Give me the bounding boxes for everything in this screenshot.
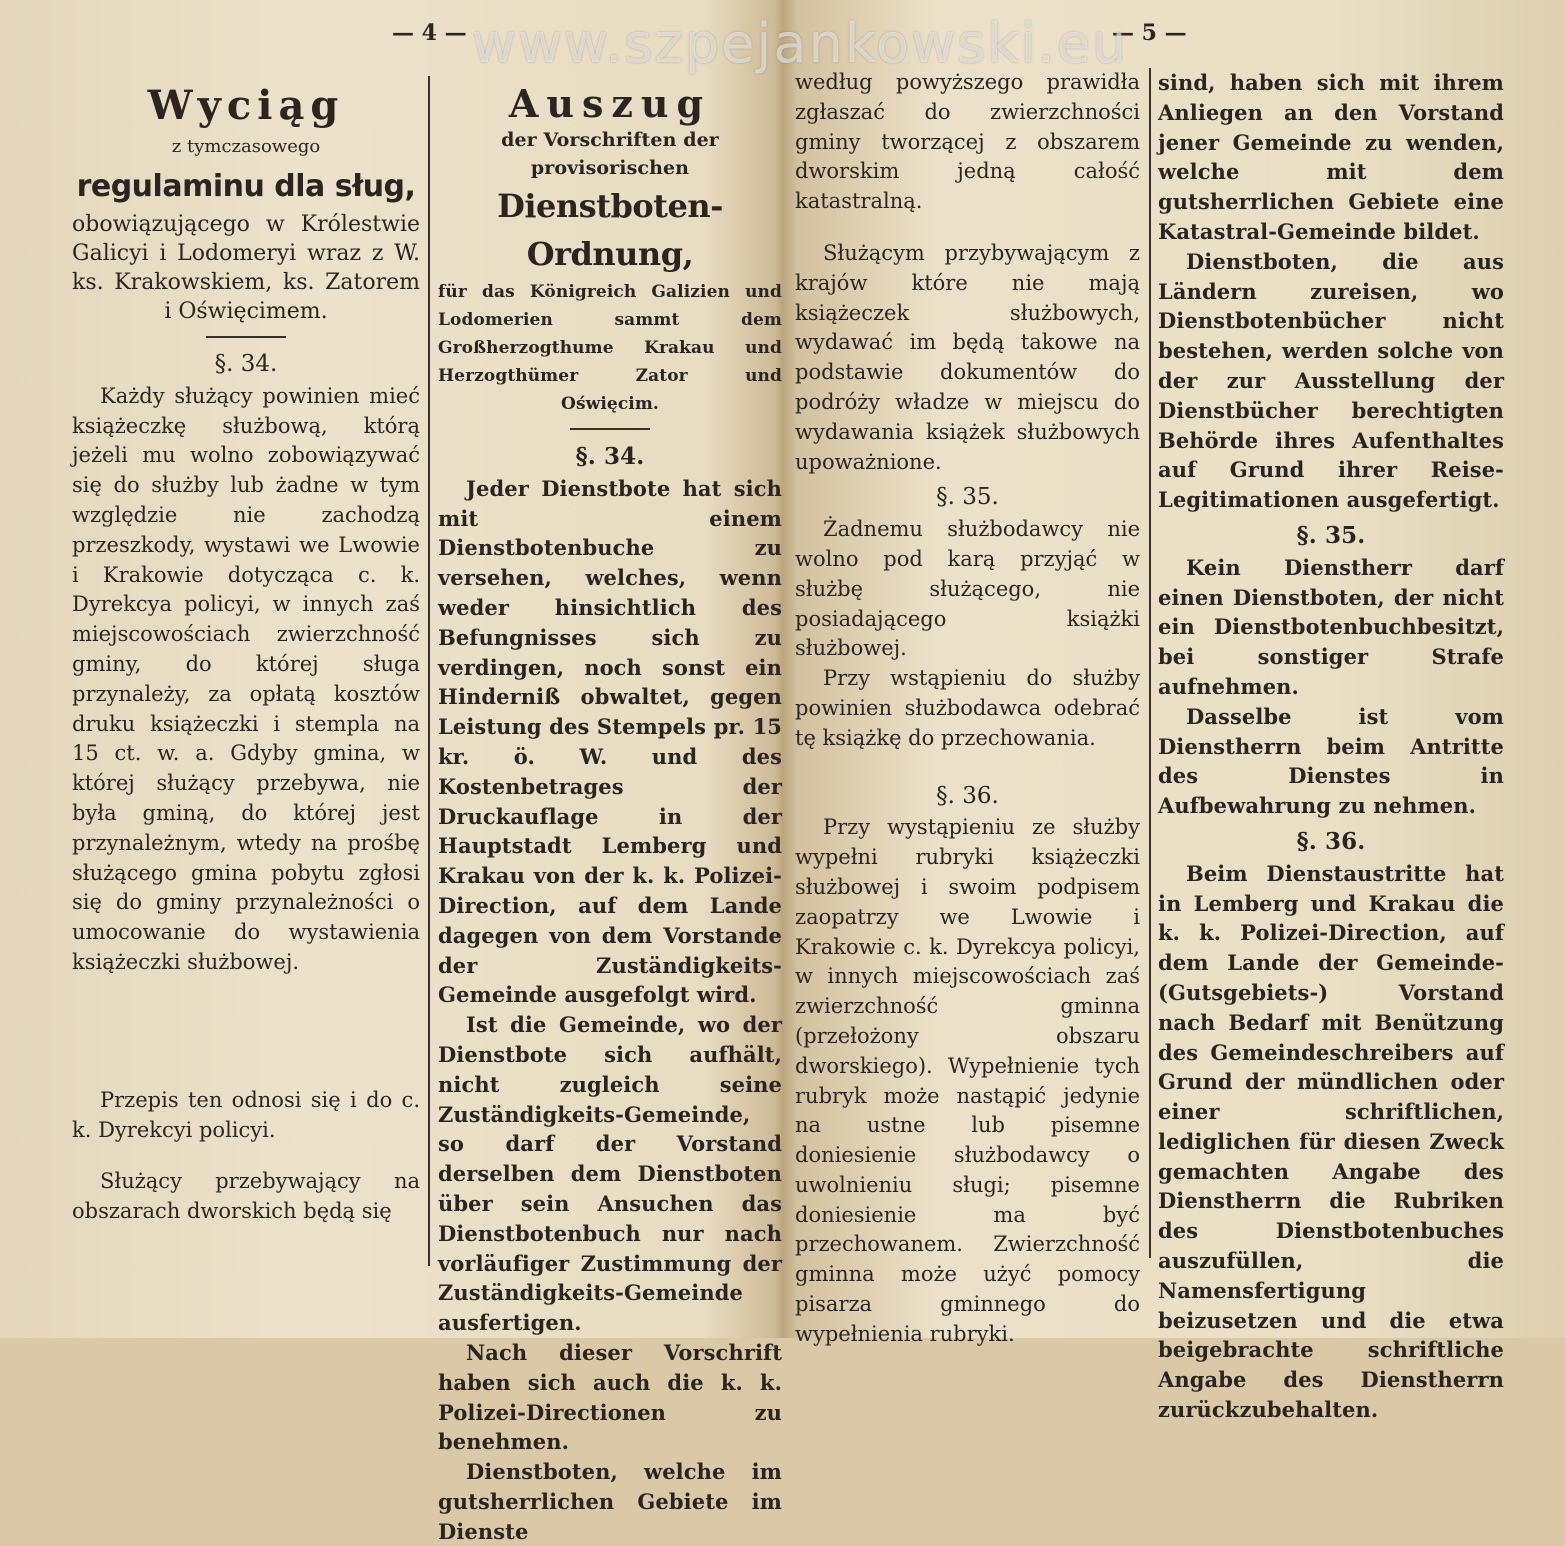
page-number-left: — 4 —: [392, 20, 467, 46]
paragraph-continuation-polish: według powyższego prawidła zgłaszać do zwierzchności gminy tworzącej z obszarem dworskim jedną całość katastralną.: [795, 70, 1140, 214]
subtitle-german: der Vorschriften der provisorischen: [501, 129, 719, 179]
title-wyciag: Wyciąg: [147, 82, 345, 129]
intro-polish: obowiązującego w Królestwie Galicyi i Lodomeryi wraz z W. ks. Krakowskiem, ks. Zatorem i Oświęcimem.: [72, 212, 420, 324]
paragraph-34-polish: Każdy służący powinien mieć książeczkę służbową, którą jeżeli mu wolno zobowiązywać się do służby lub żadne w tym względzie nie zachodzą przeszkody, wystawi we Lwowie i Krakowie dotycząca c. k. Dyrekcya policyi, w innych zaś miejscowościach zwierzchność gminy, do której sługa przynależy, za opłatą kosztów druku książeczki i stempla na 15 ct. w. a. Gdyby gmina, w której służący przebywa, nie była gminą, do której jest przynależnym, wtedy na prośbę służącego gmina pobytu zgłosi się do gminy przynależności o umocowanie do wystawienia książeczki służbowej.: [72, 383, 420, 974]
section-35-german: §. 35.: [1296, 521, 1366, 549]
paragraph-zureisen: Dienstboten, die aus Ländern zureisen, wo Dienstbotenbücher nicht bestehen, werden solche von der zur Ausstellung der Dienstbücher berechtigten Behörde ihres Aufenthaltes auf Grund ihrer Reise-Legitimationen ausgefertigt.: [1158, 248, 1504, 513]
watermark: www.szpejankowski.eu: [471, 12, 1129, 75]
heading-dienstboten-ordnung: Dienstboten-Ordnung,: [497, 187, 723, 273]
column-german-p4: [438, 68, 782, 1544]
paragraph-34-german: Jeder Dienstbote hat sich mit einem Dienstbotenbuche zu versehen, welches, wenn weder hinsichtlich des Befungnisses sich zu verdingen, noch sonst ein Hinderniß obwaltet, gegen Leistung des Stempels pr. 15 kr. ö. W. und des Kostenbetrages der Druckauflage in der Hauptstadt Lemberg und Krakau von der k. k. Polizei-Direction, auf dem Lande dagegen von dem Vorstande der Zuständigkeits-Gemeinde ausgefolgt wird.: [438, 475, 782, 1008]
column-polish-p4: [72, 68, 420, 1268]
paragraph-35-polish: Żadnemu służbodawcy nie wolno pod karą przyjąć w służbę służącego, nie posiadającego książki służbowej.: [795, 517, 1140, 661]
paragraph-estate-servants: Służący przebywający na obszarach dworskich będą się: [72, 1169, 420, 1224]
page-number-right: — 5 —: [1112, 20, 1187, 46]
paragraph-continuation-german: sind, haben sich mit ihrem Anliegen an den Vorstand jener Gemeinde zu wenden, welche mit dem gutsherrlichen Gebiete eine Katastral-Gemeinde bildet.: [1158, 70, 1504, 244]
paragraph-35b-polish: Przy wstąpieniu do służby powinien służbodawca odebrać tę książkę do przechowania.: [795, 666, 1140, 750]
paragraph-gemeinde: Ist die Gemeinde, wo der Dienstbote sich aufhält, nicht zugleich seine Zuständigkeits-Gemeinde, so darf der Vorstand derselben dem Dienstboten über sein Ansuchen das Dienstbotenbuch nur nach vorläufiger Zustimmung der Zuständigkeits-Gemeinde ausfertigen.: [438, 1012, 782, 1336]
paragraph-35b-german: Dasselbe ist vom Dienstherrn beim Antritte des Dienstes in Aufbewahrung zu nehmen.: [1158, 703, 1504, 819]
column-divider-left: [428, 76, 430, 1266]
paragraph-36-german: Beim Dienstaustritte hat in Lemberg und Krakau die k. k. Polizei-Direction, auf dem Lande der Gemeinde- (Gutsgebiets-) Vorstand nach Bedarf mit Benützung des Gemeindeschreibers auf Grund der mündlichen oder einer schriftlichen, lediglichen für diesen Zweck gemachten Angabe des Dienstherrn die Rubriken des Dienstbotenbuches auszufüllen, die Namensfertigung beizusetzen und die etwa beigebrachte schriftliche Angabe des Dienstherrn zurückzubehalten.: [1158, 860, 1504, 1423]
paragraph-foreign-servants: Służącym przybywającym z krajów które nie mają książeczek służbowych, wydawać im będą takowe na podstawie dokumentów do podróży władze w miejscu do wydawania książek służbowych upoważnione.: [795, 240, 1140, 474]
column-divider-right: [1149, 68, 1151, 1258]
column-german-p5: [1158, 68, 1504, 1423]
section-34-polish: §. 34.: [214, 351, 278, 377]
section-36-polish: §. 36.: [936, 782, 999, 809]
paragraph-35-german: Kein Dienstherr darf einen Dienstboten, der nicht ein Dienstbotenbuchbesitzt, bei sonstiger Strafe aufnehmen.: [1158, 554, 1504, 699]
section-35-polish: §. 35.: [936, 484, 999, 511]
section-36-german: §. 36.: [1296, 827, 1366, 855]
title-auszug: Auszug: [508, 81, 712, 126]
intro-german: für das Königreich Galizien und Lodomerien sammt dem Großherzogthume Krakau und Herzogthümer Zator und Oświęcim.: [438, 282, 782, 414]
note-police: Przepis ten odnosi się i do c. k. Dyrekcyi policyi.: [72, 1087, 420, 1142]
paragraph-gutsherrlich: Dienstboten, welche im gutsherrlichen Gebiete im Dienste: [438, 1459, 782, 1544]
section-34-german: §. 34.: [575, 443, 645, 470]
paragraph-36-polish: Przy wystąpieniu ze służby wypełni rubryki książeczki służbowej i swoim podpisem zaopatrzy we Lwowie i Krakowie c. k. Dyrekcya policyi, w innych miejscowościach zaś zwierzchność gminna (przełożony obszaru dworskiego). Wypełnienie tych rubryk może nastąpić jedynie na ustne lub pisemne doniesienie służbodawcy o uwolnieniu sługi; pisemne doniesienie ma być przechowanem. Zwierzchność gminna może użyć pomocy pisarza gminnego do wypełnienia rubryki.: [795, 815, 1140, 1346]
subtitle-polish: z tymczasowego: [171, 136, 321, 157]
divider-rule: [206, 336, 286, 338]
column-polish-p5: [795, 68, 1140, 1346]
paragraph-polizei: Nach dieser Vorschrift haben sich auch die k. k. Polizei-Directionen zu benehmen.: [438, 1339, 782, 1455]
heading-regulamin: regulaminu dla sług,: [76, 169, 416, 204]
divider-rule: [570, 428, 650, 430]
